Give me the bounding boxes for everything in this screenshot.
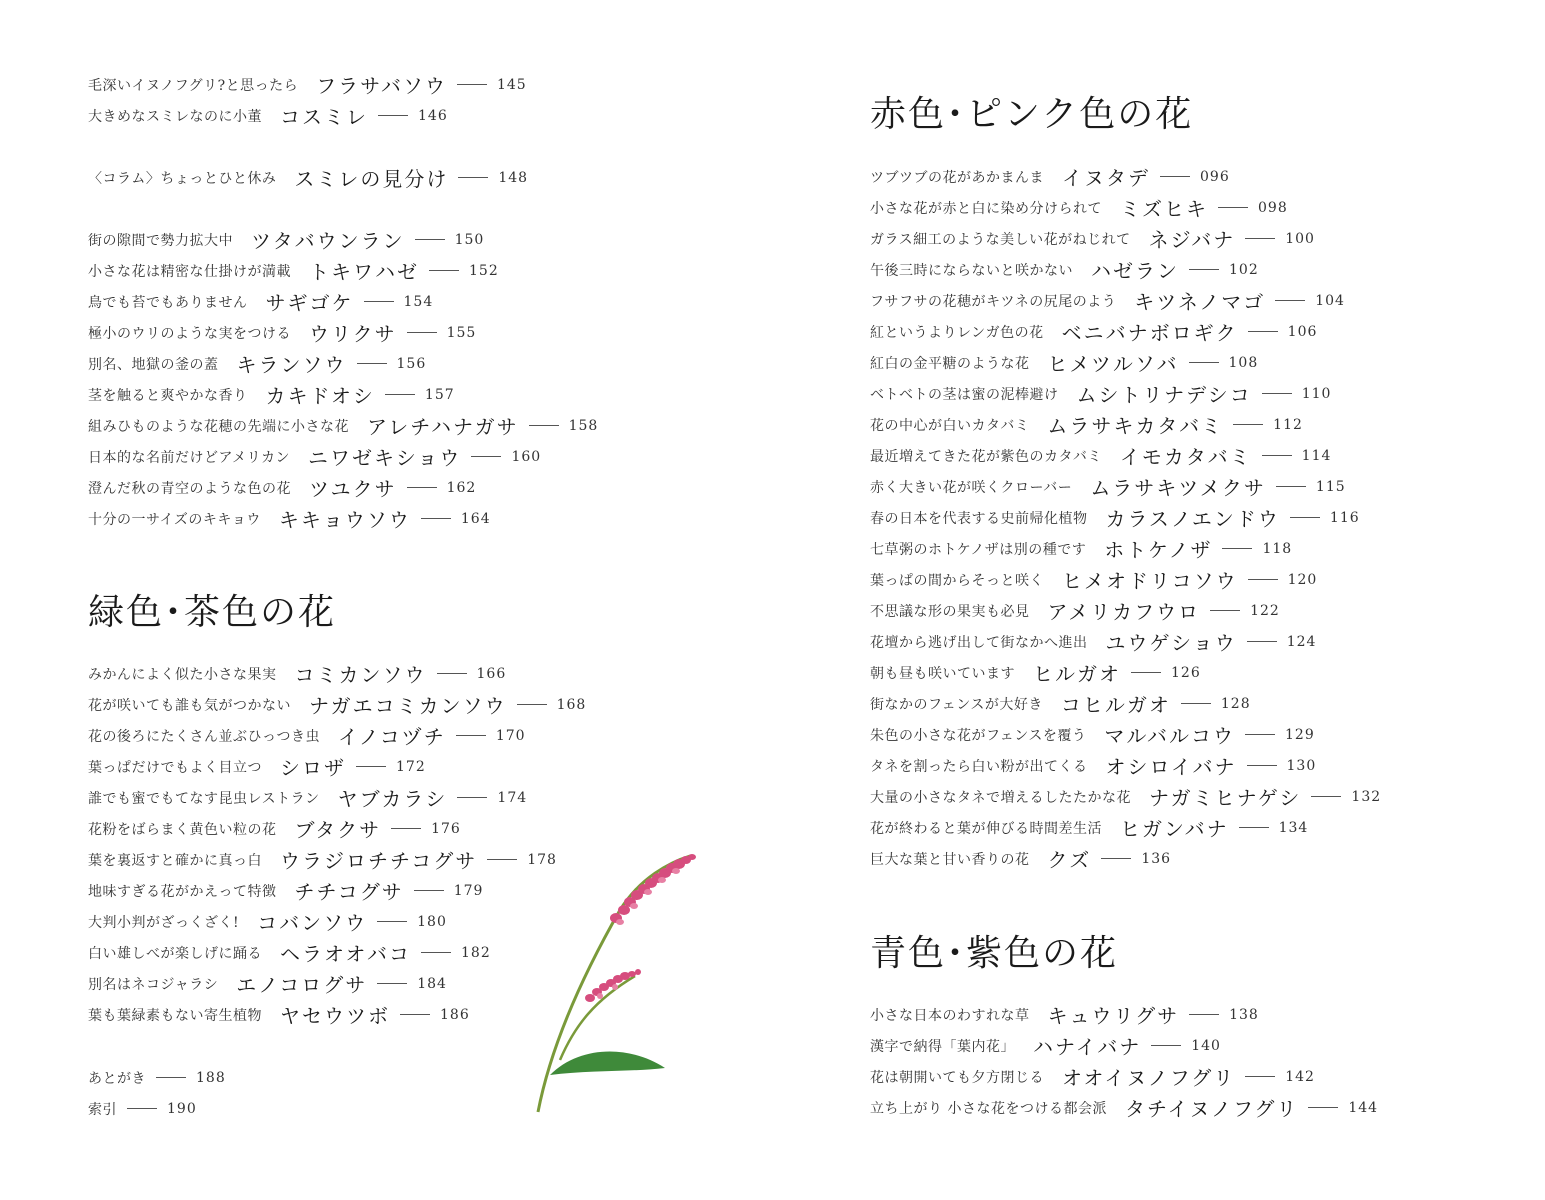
entry-title: あとがき bbox=[88, 1070, 146, 1087]
entry-title: フラサバソウ bbox=[316, 74, 447, 98]
toc-entry[interactable] bbox=[870, 812, 1308, 843]
entry-title: マルバルコウ bbox=[1104, 724, 1235, 748]
leader-line bbox=[421, 952, 451, 953]
entry-description: 街なかのフェンスが大好き bbox=[870, 696, 1043, 713]
toc-entry[interactable] bbox=[88, 658, 506, 689]
page-number: 148 bbox=[498, 169, 529, 186]
leader-line bbox=[1210, 610, 1240, 611]
entry-description: 鳥でも苔でもありません bbox=[88, 294, 248, 311]
toc-entry[interactable] bbox=[88, 441, 541, 472]
toc-entry[interactable] bbox=[870, 347, 1258, 378]
leader-line bbox=[1181, 703, 1211, 704]
entry-description: 十分の一サイズのキキョウ bbox=[88, 511, 261, 528]
entry-title: オシロイバナ bbox=[1105, 755, 1237, 779]
leader-line bbox=[385, 394, 415, 395]
leader-line bbox=[1189, 1014, 1219, 1015]
leader-line bbox=[407, 332, 437, 333]
entry-description: 花が終わると葉が伸びる時間差生活 bbox=[870, 820, 1102, 837]
page-number: 138 bbox=[1229, 1006, 1259, 1023]
section-heading-red-pink: 赤色･ピンク色の花 bbox=[870, 94, 1194, 135]
toc-entry[interactable] bbox=[88, 286, 433, 317]
toc-entry[interactable] bbox=[870, 564, 1317, 595]
page-number: 129 bbox=[1285, 726, 1315, 743]
entry-description: 地味すぎる花がかえって特徴 bbox=[88, 883, 277, 900]
entry-title: クズ bbox=[1047, 848, 1092, 872]
toc-entry[interactable] bbox=[88, 875, 483, 906]
page-number: 152 bbox=[469, 262, 499, 279]
entry-description: 組みひものような花穂の先端に小さな花 bbox=[88, 418, 349, 435]
page-number: 146 bbox=[418, 107, 448, 124]
entry-description: 花は朝開いても夕方閉じる bbox=[870, 1069, 1044, 1086]
leader-line bbox=[1262, 393, 1292, 394]
toc-entry[interactable] bbox=[870, 1061, 1315, 1092]
leader-line bbox=[1276, 486, 1306, 487]
entry-title: ムラサキカタバミ bbox=[1047, 414, 1224, 438]
entry-description: 花が咲いても誰も気がつかない bbox=[88, 697, 291, 714]
entry-title: ウリクサ bbox=[309, 322, 397, 346]
leader-line bbox=[391, 828, 421, 829]
entry-description: 朝も昼も咲いています bbox=[870, 665, 1015, 682]
entry-description: 春の日本を代表する史前帰化植物 bbox=[870, 510, 1088, 527]
leader-line bbox=[1131, 672, 1161, 673]
leader-line bbox=[1245, 1076, 1275, 1077]
entry-description: 巨大な葉と甘い香りの花 bbox=[870, 851, 1030, 868]
entry-title: キツネノマゴ bbox=[1134, 290, 1266, 314]
page-number: 178 bbox=[527, 851, 557, 868]
entry-title: アレチハナガサ bbox=[367, 415, 519, 439]
leader-line bbox=[1189, 362, 1219, 363]
entry-title: タチイヌノフグリ bbox=[1124, 1097, 1299, 1121]
leader-line bbox=[364, 301, 394, 302]
leader-line bbox=[1308, 1107, 1338, 1108]
leader-line bbox=[457, 797, 487, 798]
page-number: 162 bbox=[446, 479, 477, 496]
page-number: 190 bbox=[167, 1100, 197, 1117]
leader-line bbox=[156, 1077, 186, 1078]
entry-title: ヒルガオ bbox=[1033, 662, 1121, 686]
entry-description: タネを割ったら白い粉が出てくる bbox=[870, 758, 1088, 775]
page-number: 100 bbox=[1285, 230, 1315, 247]
leader-line bbox=[1311, 796, 1341, 797]
entry-title: キランソウ bbox=[236, 353, 347, 377]
entry-title: ナガミヒナゲシ bbox=[1149, 786, 1302, 810]
toc-entry[interactable] bbox=[88, 813, 461, 844]
toc-entry[interactable] bbox=[88, 224, 484, 255]
entry-title: ムラサキツメクサ bbox=[1090, 476, 1266, 500]
smartweed-illustration bbox=[520, 850, 710, 1120]
leader-line bbox=[1247, 765, 1277, 766]
leader-line bbox=[377, 921, 407, 922]
entry-description: 立ち上がり 小さな花をつける都会派 bbox=[870, 1100, 1107, 1117]
leader-line bbox=[1275, 300, 1305, 301]
page-number: 186 bbox=[440, 1006, 470, 1023]
entry-description: 最近増えてきた花が紫色のカタバミ bbox=[870, 448, 1102, 465]
entry-title: キュウリグサ bbox=[1047, 1004, 1180, 1028]
toc-entry[interactable] bbox=[870, 626, 1316, 657]
toc-entry[interactable] bbox=[88, 999, 470, 1030]
entry-description: 花粉をばらまく黄色い粒の花 bbox=[88, 821, 277, 838]
page-number: 106 bbox=[1287, 323, 1318, 340]
entry-description: ガラス細工のような美しい花がねじれて bbox=[870, 231, 1131, 248]
page-number: 132 bbox=[1351, 788, 1382, 805]
entry-description: みかんによく似た小さな果実 bbox=[88, 666, 277, 683]
leader-line bbox=[437, 673, 467, 674]
section-heading-blue-purple: 青色･紫色の花 bbox=[870, 933, 1119, 974]
page-number: 174 bbox=[497, 789, 528, 806]
entry-description: 誰でも蜜でもてなす昆虫レストラン bbox=[88, 790, 320, 807]
leader-line bbox=[1248, 331, 1278, 332]
entry-description: 午後三時にならないと咲かない bbox=[870, 262, 1073, 279]
toc-entry[interactable] bbox=[870, 999, 1259, 1030]
leader-line bbox=[421, 518, 451, 519]
entry-title: イヌタデ bbox=[1062, 166, 1150, 190]
entry-title: キキョウソウ bbox=[278, 508, 411, 532]
page-number: 128 bbox=[1220, 695, 1251, 712]
entry-description: 葉を裏返すと確かに真っ白 bbox=[88, 852, 262, 869]
toc-entry[interactable] bbox=[88, 689, 586, 720]
entry-title: トキワハゼ bbox=[309, 260, 419, 284]
page-number: 155 bbox=[446, 324, 477, 341]
entry-title: ムシトリナデシコ bbox=[1076, 383, 1252, 407]
toc-entry[interactable] bbox=[88, 968, 447, 999]
toc-entry[interactable] bbox=[88, 844, 557, 875]
entry-description: 不思議な形の果実も必見 bbox=[870, 603, 1030, 620]
leader-line bbox=[127, 1108, 157, 1109]
leader-line bbox=[457, 84, 487, 85]
entry-title: カキドオシ bbox=[265, 384, 375, 408]
entry-description: フサフサの花穂がキツネの尻尾のよう bbox=[870, 293, 1117, 310]
leader-line bbox=[356, 766, 386, 767]
leader-line bbox=[1160, 176, 1190, 177]
leader-line bbox=[429, 270, 459, 271]
toc-entry[interactable] bbox=[870, 502, 1360, 533]
toc-entry[interactable] bbox=[870, 1092, 1378, 1123]
entry-title: サギゴケ bbox=[265, 291, 354, 315]
entry-title: オオイヌノフグリ bbox=[1062, 1066, 1236, 1090]
leader-line bbox=[1101, 858, 1131, 859]
toc-entry[interactable] bbox=[870, 750, 1316, 781]
page-number: 134 bbox=[1278, 819, 1309, 836]
toc-entry[interactable] bbox=[88, 472, 476, 503]
page-number: 114 bbox=[1301, 447, 1332, 464]
entry-description: 大きめなスミレなのに小董 bbox=[88, 108, 262, 125]
leader-line bbox=[407, 487, 437, 488]
entry-title: ナガエコミカンソウ bbox=[309, 694, 507, 718]
entry-title: コバンソウ bbox=[257, 911, 368, 935]
entry-description: ツブツブの花があかまんま bbox=[870, 169, 1044, 186]
entry-title: ヒガンバナ bbox=[1120, 817, 1229, 841]
entry-title: ブタクサ bbox=[294, 818, 382, 842]
toc-entry[interactable] bbox=[88, 100, 448, 131]
entry-title: ハナイバナ bbox=[1033, 1035, 1142, 1059]
toc-entry[interactable] bbox=[870, 285, 1345, 316]
page-number: 182 bbox=[461, 944, 491, 961]
leader-line bbox=[400, 1014, 430, 1015]
entry-description: 別名、地獄の釜の蓋 bbox=[88, 356, 219, 373]
page-number: 184 bbox=[417, 975, 447, 992]
toc-entry[interactable] bbox=[870, 378, 1331, 409]
entry-title: ヒメオドリコソウ bbox=[1062, 569, 1238, 593]
leader-line bbox=[529, 425, 559, 426]
page-number: 136 bbox=[1141, 850, 1172, 867]
toc-entry[interactable] bbox=[870, 1030, 1221, 1061]
flower-spike-lower bbox=[585, 969, 641, 1002]
entry-description: 花の後ろにたくさん並ぶひっつき虫 bbox=[88, 728, 320, 745]
toc-entry[interactable] bbox=[870, 595, 1280, 626]
page-number: 150 bbox=[454, 231, 485, 248]
entry-description: 紅というよりレンガ色の花 bbox=[870, 324, 1044, 341]
toc-entry[interactable] bbox=[870, 316, 1317, 347]
toc-entry[interactable] bbox=[88, 348, 426, 379]
page-number: 158 bbox=[568, 417, 599, 434]
flower-spike-upper bbox=[610, 854, 696, 925]
leader-line bbox=[487, 859, 517, 860]
leader-line bbox=[1233, 424, 1263, 425]
page-number: 130 bbox=[1286, 757, 1317, 774]
entry-title: ツタバウンラン bbox=[251, 229, 405, 253]
entry-title: エノコログサ bbox=[236, 973, 368, 997]
page-number: 160 bbox=[511, 448, 542, 465]
page-number: 144 bbox=[1348, 1099, 1379, 1116]
entry-description: 毛深いイヌノフグリ?と思ったら bbox=[88, 77, 299, 94]
page-number: 188 bbox=[196, 1069, 226, 1086]
toc-entry[interactable] bbox=[870, 781, 1381, 812]
entry-title: ニワゼキショウ bbox=[308, 446, 462, 470]
leader-line bbox=[378, 115, 408, 116]
entry-description: 赤く大きい花が咲くクローバー bbox=[870, 479, 1073, 496]
toc-entry[interactable] bbox=[88, 69, 527, 100]
entry-description: 日本的な名前だけどアメリカン bbox=[88, 449, 291, 466]
page-number: 140 bbox=[1191, 1037, 1221, 1054]
leader-line bbox=[1290, 517, 1320, 518]
toc-entry-column[interactable] bbox=[88, 162, 528, 193]
entry-description: 朱色の小さな花がフェンスを覆う bbox=[870, 727, 1087, 744]
entry-description: 葉っぱだけでもよく目立つ bbox=[88, 759, 262, 776]
toc-entry[interactable] bbox=[88, 937, 491, 968]
toc-entry[interactable] bbox=[870, 440, 1331, 471]
leader-line bbox=[1218, 207, 1248, 208]
entry-description: 七草粥のホトケノザは別の種です bbox=[870, 541, 1087, 558]
entry-title: スミレの見分け bbox=[294, 167, 449, 191]
page-number: 108 bbox=[1228, 354, 1259, 371]
page-number: 112 bbox=[1273, 416, 1303, 433]
toc-entry[interactable] bbox=[88, 255, 499, 286]
toc-entry[interactable] bbox=[870, 161, 1230, 192]
entry-description: 漢字で納得「葉内花」 bbox=[870, 1038, 1015, 1055]
page-number: 098 bbox=[1258, 199, 1288, 216]
page-number: 104 bbox=[1315, 292, 1345, 309]
page-number: 126 bbox=[1171, 664, 1201, 681]
entry-title: ベニバナボロギク bbox=[1061, 321, 1238, 345]
entry-description: 〈コラム〉ちょっとひと休み bbox=[88, 170, 277, 187]
entry-description: 極小のウリのような実をつける bbox=[88, 325, 291, 342]
toc-entry[interactable] bbox=[870, 223, 1315, 254]
page-number: 157 bbox=[424, 386, 455, 403]
entry-description: 花壇から逃げ出して街なかへ進出 bbox=[870, 634, 1088, 651]
page-number: 110 bbox=[1301, 385, 1332, 402]
toc-entry[interactable] bbox=[88, 379, 455, 410]
entry-description: 小さな花が赤と白に染め分けられて bbox=[870, 200, 1102, 217]
entry-description: 花の中心が白いカタバミ bbox=[870, 417, 1030, 434]
toc-entry[interactable] bbox=[88, 720, 526, 751]
entry-description: ベトベトの茎は蜜の泥棒避け bbox=[870, 386, 1059, 403]
entry-title: ハゼラン bbox=[1091, 259, 1179, 283]
page-number: 168 bbox=[556, 696, 587, 713]
page-number: 164 bbox=[460, 510, 491, 527]
entry-title: ヤブカラシ bbox=[337, 787, 448, 811]
page-number: 122 bbox=[1250, 602, 1280, 619]
page-number: 154 bbox=[403, 293, 434, 310]
entry-title: イノコヅチ bbox=[338, 725, 446, 749]
toc-entry[interactable] bbox=[870, 409, 1303, 440]
leader-line bbox=[357, 363, 387, 364]
toc-entry[interactable] bbox=[88, 317, 476, 348]
page-number: 142 bbox=[1285, 1068, 1315, 1085]
toc-entry[interactable] bbox=[88, 906, 447, 937]
entry-title: アメリカフウロ bbox=[1047, 600, 1201, 624]
entry-description: 澄んだ秋の青空のような色の花 bbox=[88, 480, 291, 497]
entry-description: 街の隙間で勢力拡大中 bbox=[88, 232, 233, 249]
page-number: 156 bbox=[396, 355, 427, 372]
entry-title: コミカンソウ bbox=[294, 663, 427, 687]
toc-entry[interactable] bbox=[88, 782, 527, 813]
page-number: 124 bbox=[1286, 633, 1317, 650]
toc-entry[interactable] bbox=[870, 688, 1251, 719]
leader-line bbox=[1262, 455, 1292, 456]
entry-title: ユウゲショウ bbox=[1105, 631, 1237, 655]
entry-description: 大判小判がざっくざく! bbox=[88, 914, 240, 931]
page-number: 118 bbox=[1262, 540, 1293, 557]
leader-line bbox=[1245, 734, 1275, 735]
page-number: 102 bbox=[1229, 261, 1259, 278]
entry-description: 葉っぱの間からそっと咲く bbox=[870, 572, 1044, 589]
page-number: 166 bbox=[476, 665, 507, 682]
entry-description: 別名はネコジャラシ bbox=[88, 976, 219, 993]
entry-title: ヤセウツボ bbox=[280, 1004, 390, 1028]
toc-entry[interactable] bbox=[870, 192, 1288, 223]
entry-title: ヒメツルソバ bbox=[1047, 352, 1179, 376]
leader-line bbox=[1248, 579, 1278, 580]
leader-line bbox=[1239, 827, 1269, 828]
toc-entry[interactable] bbox=[88, 503, 491, 534]
page-number: 096 bbox=[1200, 168, 1230, 185]
page-number: 179 bbox=[453, 882, 484, 899]
page-number: 115 bbox=[1315, 478, 1346, 495]
entry-title: ネジバナ bbox=[1148, 228, 1236, 252]
leader-line bbox=[1151, 1045, 1181, 1046]
entry-title: コスミレ bbox=[280, 105, 368, 129]
entry-title: シロザ bbox=[280, 756, 346, 780]
entry-title: カラスノエンドウ bbox=[1105, 507, 1280, 531]
toc-entry[interactable] bbox=[870, 843, 1171, 874]
page-number: 180 bbox=[417, 913, 447, 930]
toc-entry[interactable] bbox=[870, 719, 1315, 750]
entry-title: 索引 bbox=[88, 1101, 117, 1118]
page-number: 170 bbox=[495, 727, 526, 744]
entry-title: ツユクサ bbox=[309, 477, 397, 501]
toc-entry[interactable] bbox=[870, 533, 1292, 564]
leader-line bbox=[471, 456, 501, 457]
page-number: 145 bbox=[496, 76, 527, 93]
entry-description: 白い雄しべが楽しげに踊る bbox=[88, 945, 262, 962]
entry-description: 小さな日本のわすれな草 bbox=[870, 1007, 1030, 1024]
toc-entry[interactable] bbox=[870, 471, 1346, 502]
toc-entry-afterword[interactable] bbox=[88, 1062, 226, 1093]
leader-line bbox=[415, 239, 445, 240]
toc-entry[interactable] bbox=[88, 751, 426, 782]
entry-title: ウラジロチチコグサ bbox=[280, 849, 478, 873]
entry-title: ホトケノザ bbox=[1104, 538, 1213, 562]
entry-description: 茎を触ると爽やかな香り bbox=[88, 387, 248, 404]
section-heading-green-brown: 緑色･茶色の花 bbox=[88, 592, 337, 633]
leader-line bbox=[458, 177, 488, 178]
entry-title: ミズヒキ bbox=[1120, 197, 1208, 221]
entry-description: 小さな花は精密な仕掛けが満載 bbox=[88, 263, 291, 280]
page-number: 116 bbox=[1329, 509, 1360, 526]
leader-line bbox=[1245, 238, 1275, 239]
entry-description: 葉も葉緑素もない寄生植物 bbox=[88, 1007, 262, 1024]
entry-title: ヘラオオバコ bbox=[280, 942, 411, 966]
leader-line bbox=[1222, 548, 1252, 549]
page-number: 172 bbox=[396, 758, 426, 775]
leader-line bbox=[456, 735, 486, 736]
toc-entry-index[interactable] bbox=[88, 1093, 197, 1124]
leader-line bbox=[1247, 641, 1277, 642]
entry-description: 紅白の金平糖のような花 bbox=[870, 355, 1030, 372]
leader-line bbox=[517, 704, 547, 705]
leader-line bbox=[377, 983, 407, 984]
toc-entry[interactable] bbox=[88, 410, 598, 441]
entry-title: イモカタバミ bbox=[1119, 445, 1252, 469]
toc-entry[interactable] bbox=[870, 254, 1259, 285]
leader-line bbox=[414, 890, 444, 891]
entry-title: チチコグサ bbox=[294, 880, 404, 904]
leader-line bbox=[1189, 269, 1219, 270]
entry-title: コヒルガオ bbox=[1060, 693, 1171, 717]
page-number: 120 bbox=[1287, 571, 1318, 588]
plant-leaf bbox=[550, 1052, 665, 1075]
entry-description: 大量の小さなタネで増えるしたたかな花 bbox=[870, 789, 1131, 806]
toc-entry[interactable] bbox=[870, 657, 1201, 688]
page-number: 176 bbox=[431, 820, 461, 837]
